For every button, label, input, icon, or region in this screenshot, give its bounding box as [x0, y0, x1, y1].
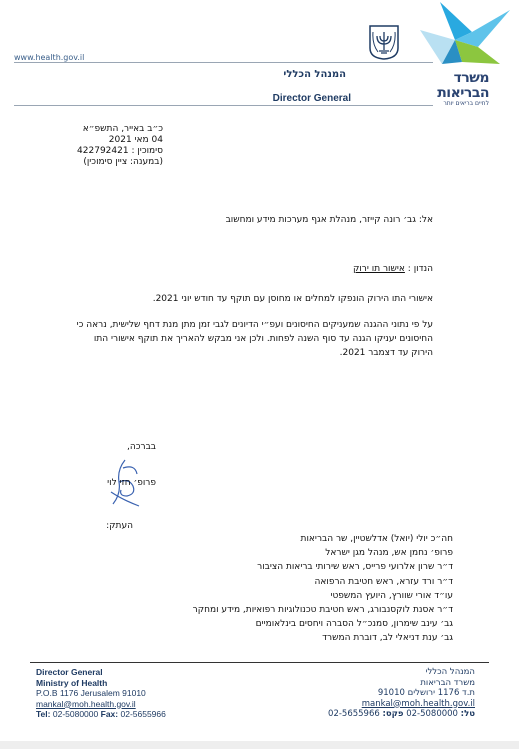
cc-list [93, 532, 453, 646]
date-gregorian: 04 מאי 2021 [108, 135, 163, 145]
cc-item: חה״כ יולי (יואל) אדלשטיין, שר הבריאות [300, 534, 453, 544]
logo-text-ministry: משרד [453, 70, 489, 86]
footer-he-address: ת.ד 1176 ירושלים 91010 [377, 688, 475, 698]
website-url: www.health.gov.il [14, 53, 85, 62]
subject-label: הנדון : [407, 264, 433, 274]
footer-divider [30, 662, 489, 663]
recipient-line: אל: גב׳ רונה קייזר, מנהלת אגף מערכות מידע ומחשוב [225, 215, 433, 225]
footer-he-ministry: משרד הבריאות [420, 677, 475, 688]
cc-item: גב׳ ענת דניאלי לב, דוברת המשרד [322, 633, 453, 644]
reference-note: (במענה: ציין סימוכין) [83, 157, 163, 167]
cc-item: ד״ר שרון אלרועי פרייס, ראש שירותי בריאות הציבור [257, 562, 453, 573]
footer-hebrew [255, 667, 475, 720]
footer-en-title: Director General [36, 667, 103, 677]
footer-en-ministry: Ministry of Health [36, 677, 108, 688]
footer-he-phones: טל: 02-5080000 פקס: 02-5655966 [328, 709, 475, 719]
logo-text-health: הבריאות [437, 85, 489, 101]
paragraph-1: אישורי התו הירוק הונפקו למחלים או מחוסן עם תוקף עד חודש יוני 2021. [152, 294, 433, 304]
header-divider-2 [14, 105, 433, 106]
cc-title: העתק: [106, 521, 133, 531]
header-divider [14, 62, 433, 63]
cc-item: ד״ר אסנת לוקסנבורג, ראש חטיבת טכנולוגיות רפואיות, מידע ומחקר [192, 605, 453, 616]
footer-en-email[interactable]: mankal@moh.health.gov.il [36, 698, 136, 709]
state-emblem-icon [368, 24, 400, 60]
office-title-hebrew: המנהל הכללי [283, 69, 346, 80]
signer-name: פרופ׳ חזי לוי [107, 478, 156, 488]
footer-en-address: P.O.B 1176 Jerusalem 91010 [36, 688, 146, 698]
subject-text: אישור תו ירוק [352, 264, 405, 274]
logo-tagline: לחיים בריאים יותר [443, 100, 489, 107]
paragraph-2: על פי נתוני ההגנה שמעניקים החיסונים ועפ״י הדיונים לגבי זמן מתן מנת דחף שלישית, נראה כי החיסונים יעניקו הגנה עד סוף השנה לפחות. ולכן אני מבקש להאריך את תוקף אישורי התו הירוק עד דצמבר 2021. [76, 320, 433, 358]
office-title-english: Director General [272, 93, 351, 104]
date-hebrew: כ״ב באייר, התשפ״א [82, 124, 163, 134]
cc-item: פרופ׳ נחמן אש, מנהל מגן ישראל [325, 548, 453, 559]
letter-date-block [55, 124, 163, 168]
cc-item: עו״ד אורי שוורץ, היועץ המשפטי [330, 590, 453, 601]
subject-line [353, 264, 433, 274]
page-bottom-strip [0, 741, 519, 749]
footer-en-phones: Tel: 02-5080000 Fax: 02-5655966 [36, 709, 166, 719]
footer-english [36, 667, 236, 720]
cc-item: ד״ר ורד עזרא, ראש חטיבת הרפואה [314, 576, 453, 587]
cc-item: גב׳ עינב שימרון, סמנכ״ל הסברה ויחסים בינלאומיים [255, 619, 453, 630]
closing-greeting: בברכה, [127, 442, 156, 452]
reference-number: סימוכין : 422792421 [77, 146, 163, 156]
footer-he-title: המנהל הכללי [425, 667, 475, 677]
footer-he-email[interactable]: mankal@moh.health.gov.il [361, 698, 475, 709]
